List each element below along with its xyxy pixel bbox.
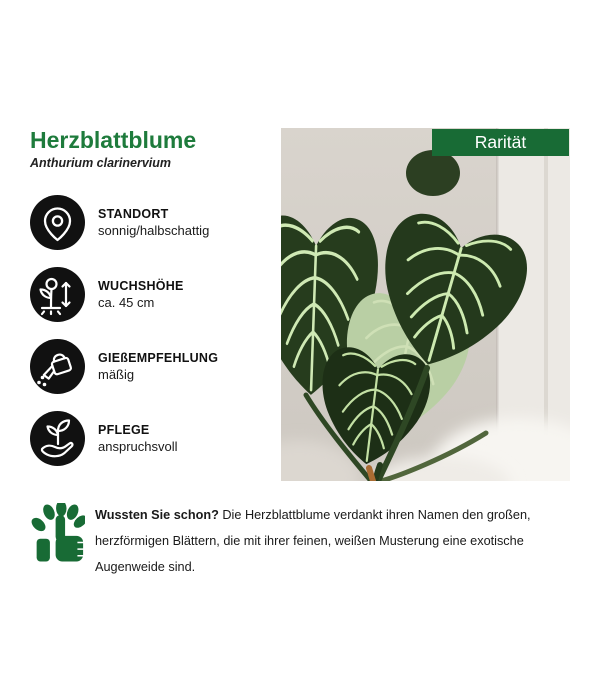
attribute-value: ca. 45 cm xyxy=(98,295,155,310)
attribute-value: sonnig/halbschattig xyxy=(98,223,210,238)
attribute-label: GIEßEMPFEHLUNG xyxy=(98,351,219,365)
fact-body: Die Herzblattblume verdankt ihren Namen den großen, herzförmigen Blättern, die mit ihrer feinen, weißen Musterung eine exotische Augenweide sind. xyxy=(95,508,531,574)
attribute-label: PFLEGE xyxy=(98,423,150,437)
attribute-row-standort xyxy=(30,195,280,250)
growth-height-icon xyxy=(30,267,85,322)
fact-lead: Wussten Sie schon? xyxy=(95,508,219,522)
attribute-row-wuchshoehe xyxy=(30,267,280,322)
attribute-label: WUCHSHÖHE xyxy=(98,279,184,293)
attribute-row-pflege xyxy=(30,411,280,466)
attribute-value: anspruchsvoll xyxy=(98,439,178,454)
fact-strip xyxy=(30,502,594,580)
care-hand-icon xyxy=(30,411,85,466)
attribute-label: STANDORT xyxy=(98,207,169,221)
fact-text xyxy=(95,502,594,580)
anthurium-photo-illustration xyxy=(281,128,570,481)
location-pin-icon xyxy=(30,195,85,250)
watering-can-icon xyxy=(30,339,85,394)
attribute-row-giessempfehlung xyxy=(30,339,280,394)
green-thumb-icon xyxy=(30,503,85,563)
botanical-name: Anthurium clarinervium xyxy=(30,156,171,170)
rarity-badge: Rarität xyxy=(432,129,569,156)
plant-photo xyxy=(281,128,570,481)
page-title: Herzblattblume xyxy=(30,127,197,153)
attribute-value: mäßig xyxy=(98,367,135,382)
